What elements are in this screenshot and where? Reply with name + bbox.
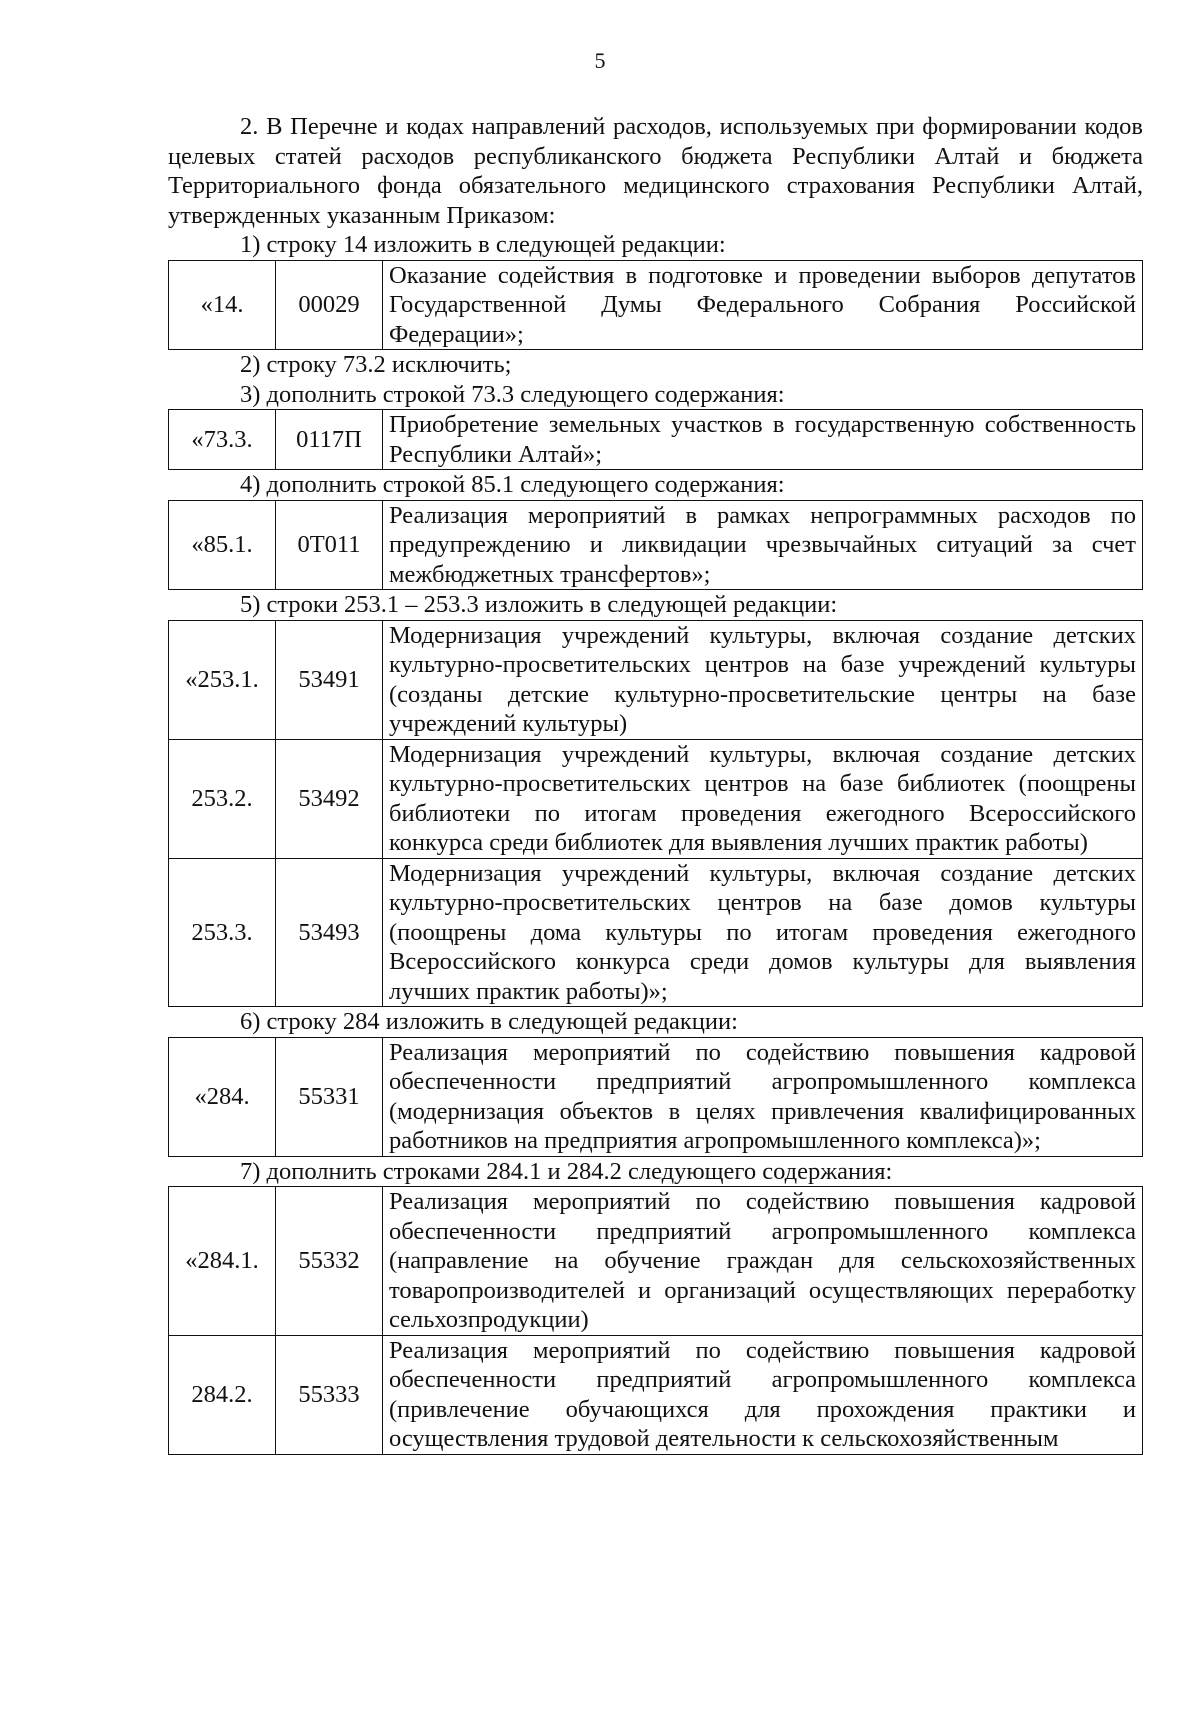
table-row xyxy=(169,739,1143,858)
row-number-cell: «253.1. xyxy=(169,620,276,739)
expense-name-cell: Реализация мероприятий в рамках непрограммных расходов по предупреждению и ликвидации чрезвычайных ситуаций за счет межбюджетных трансфертов»; xyxy=(383,500,1143,590)
row-number-cell: «284. xyxy=(169,1037,276,1156)
row-number-cell: «284.1. xyxy=(169,1187,276,1336)
table-row xyxy=(169,1335,1143,1454)
expense-code-cell: 53493 xyxy=(276,858,383,1007)
row-number-cell: «73.3. xyxy=(169,410,276,470)
amendment-instruction: 1) строку 14 изложить в следующей редакции: xyxy=(240,231,726,258)
amendment-instruction: 7) дополнить строками 284.1 и 284.2 следующего содержания: xyxy=(240,1157,893,1185)
expense-code-cell: 55331 xyxy=(276,1037,383,1156)
page-number: 5 xyxy=(594,48,606,73)
table-row xyxy=(169,620,1143,739)
amendment-instruction: 3) дополнить строкой 73.3 следующего содержания: xyxy=(240,380,785,408)
table-row xyxy=(169,500,1143,590)
amendment-instruction: 2) строку 73.2 исключить; xyxy=(240,351,512,378)
table-row xyxy=(169,1037,1143,1156)
row-number-cell: 253.3. xyxy=(169,858,276,1007)
amendment-instruction: 4) дополнить строкой 85.1 следующего содержания: xyxy=(240,471,785,498)
row-number-cell: «14. xyxy=(169,260,276,350)
amendment-table xyxy=(168,260,1143,351)
expense-name-cell: Модернизация учреждений культуры, включая создание детских культурно-просветительских центров на базе библиотек (поощрены библиотеки по итогам проведения ежегодного Всероссийского конкурса среди библиотек для выявления лучших практик работы) xyxy=(383,739,1143,858)
table-row xyxy=(169,1187,1143,1336)
expense-name-cell: Приобретение земельных участков в государственную собственность Республики Алтай»; xyxy=(383,410,1143,470)
amendment-instruction: 6) строку 284 изложить в следующей редакции: xyxy=(240,1008,738,1035)
expense-name-cell: Реализация мероприятий по содействию повышения кадровой обеспеченности предприятий агропромышленного комплекса (привлечение обучающихся для прохождения практики и осуществления трудовой деятельности к сельскохозяйственным xyxy=(383,1335,1143,1454)
expense-name-cell: Модернизация учреждений культуры, включая создание детских культурно-просветительских центров на базе домов культуры (поощрены дома культуры по итогам проведения ежегодного Всероссийского конкурса среди домов культуры для выявления лучших практик работы)»; xyxy=(383,858,1143,1007)
row-number-cell: 284.2. xyxy=(169,1335,276,1454)
row-number-cell: 253.2. xyxy=(169,739,276,858)
expense-code-cell: 0117П xyxy=(276,410,383,470)
document-body xyxy=(168,112,1143,1455)
amendment-instruction: 5) строки 253.1 – 253.3 изложить в следующей редакции: xyxy=(240,591,838,618)
amendment-list xyxy=(168,230,1143,1455)
expense-code-cell: 0Т011 xyxy=(276,500,383,590)
expense-code-cell: 55333 xyxy=(276,1335,383,1454)
expense-name-cell: Реализация мероприятий по содействию повышения кадровой обеспеченности предприятий агропромышленного комплекса (модернизация объектов в целях привлечения квалифицированных работников на предприятия агропромышленного комплекса)»; xyxy=(383,1037,1143,1156)
amendment-table xyxy=(168,1037,1143,1157)
expense-code-cell: 55332 xyxy=(276,1187,383,1336)
row-number-cell: «85.1. xyxy=(169,500,276,590)
amendment-table xyxy=(168,409,1143,470)
amendment-table xyxy=(168,620,1143,1008)
table-row xyxy=(169,260,1143,350)
table-row xyxy=(169,410,1143,470)
expense-code-cell: 53491 xyxy=(276,620,383,739)
expense-name-cell: Модернизация учреждений культуры, включая создание детских культурно-просветительских центров на базе учреждений культуры (созданы детские культурно-просветительские центры на базе учреждений культуры) xyxy=(383,620,1143,739)
expense-name-cell: Реализация мероприятий по содействию повышения кадровой обеспеченности предприятий агропромышленного комплекса (направление на обучение граждан для сельскохозяйственных товаропроизводителей и организаций осуществляющих переработку сельхозпродукции) xyxy=(383,1187,1143,1336)
expense-name-cell: Оказание содействия в подготовке и проведении выборов депутатов Государственной Думы Федерального Собрания Российской Федерации»; xyxy=(383,260,1143,350)
amendment-table xyxy=(168,500,1143,591)
expense-code-cell: 00029 xyxy=(276,260,383,350)
amendment-table xyxy=(168,1186,1143,1455)
expense-code-cell: 53492 xyxy=(276,739,383,858)
table-row xyxy=(169,858,1143,1007)
intro-paragraph: 2. В Перечне и кодах направлений расходов, используемых при формировании кодов целевых статей расходов республиканского бюджета Республики Алтай и бюджета Территориального фонда обязательного медицинского страхования Республики Алтай, утвержденных указанным Приказом: xyxy=(168,113,1143,229)
